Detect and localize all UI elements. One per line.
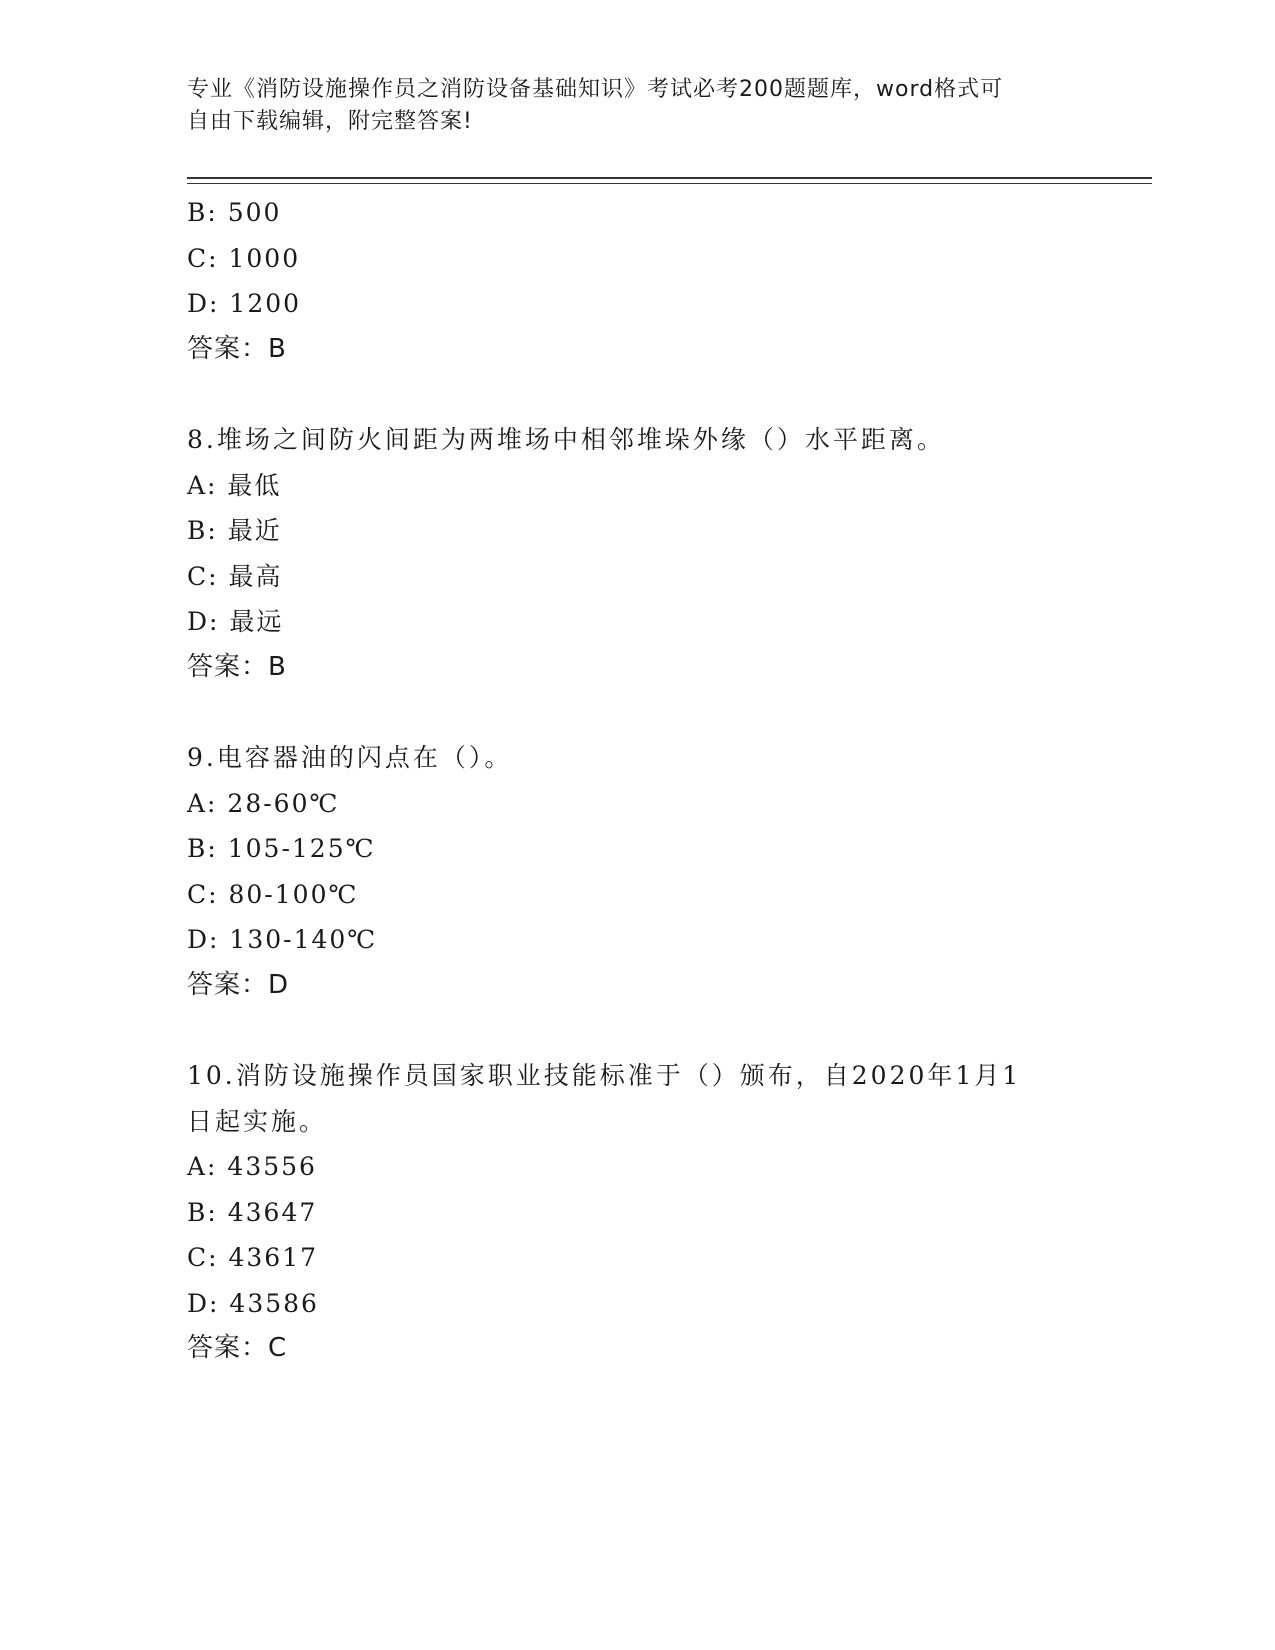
option-a: A: 最低	[187, 470, 282, 500]
answer-line: 答案：C	[187, 1333, 288, 1363]
answer-line: 答案：D	[187, 969, 290, 1000]
question-block-8	[187, 417, 1067, 690]
question-text-line-2: 日起实施。	[187, 1106, 328, 1136]
option-d: D: 43586	[187, 1288, 319, 1318]
question-text: 9.电容器油的闪点在（）。	[187, 743, 513, 772]
header-line-1: 专业《消防设施操作员之消防设备基础知识》考试必考200题题库，word格式可	[187, 77, 1004, 102]
answer-line: 答案：B	[187, 651, 287, 682]
question-text-line-1: 10.消防设施操作员国家职业技能标准于（）颁布，自2020年1月1	[187, 1061, 1022, 1090]
option-c: C: 最高	[187, 561, 283, 591]
question-block-9	[187, 735, 1067, 1008]
option-b: B: 500	[187, 198, 282, 227]
spacer	[187, 1008, 1067, 1053]
option-d: D: 最远	[187, 607, 284, 636]
question-text: 8.堆场之间防火间距为两堆场中相邻堆垛外缘（）水平距离。	[187, 425, 945, 454]
option-d: D: 130-140℃	[187, 925, 378, 954]
header-rule-thin	[187, 183, 1152, 184]
option-b: B: 105-125℃	[187, 834, 376, 863]
option-a: A: 43556	[187, 1152, 317, 1181]
option-d: D: 1200	[187, 289, 302, 318]
spacer	[187, 690, 1067, 735]
question-list	[187, 190, 1067, 1372]
option-c: C: 1000	[187, 243, 301, 273]
option-c: C: 80-100℃	[187, 879, 359, 909]
header-line-2: 自由下载编辑，附完整答案!	[187, 109, 473, 134]
question-block-10	[187, 1053, 1067, 1372]
spacer	[187, 372, 1067, 417]
document-header	[187, 74, 1067, 138]
answer-line: 答案：B	[187, 333, 287, 364]
option-b: B: 43647	[187, 1197, 318, 1227]
header-rule-thick	[187, 177, 1152, 179]
option-b: B: 最近	[187, 516, 282, 545]
question-block-7	[187, 190, 1067, 372]
option-a: A: 28-60℃	[187, 788, 340, 818]
option-c: C: 43617	[187, 1243, 319, 1272]
